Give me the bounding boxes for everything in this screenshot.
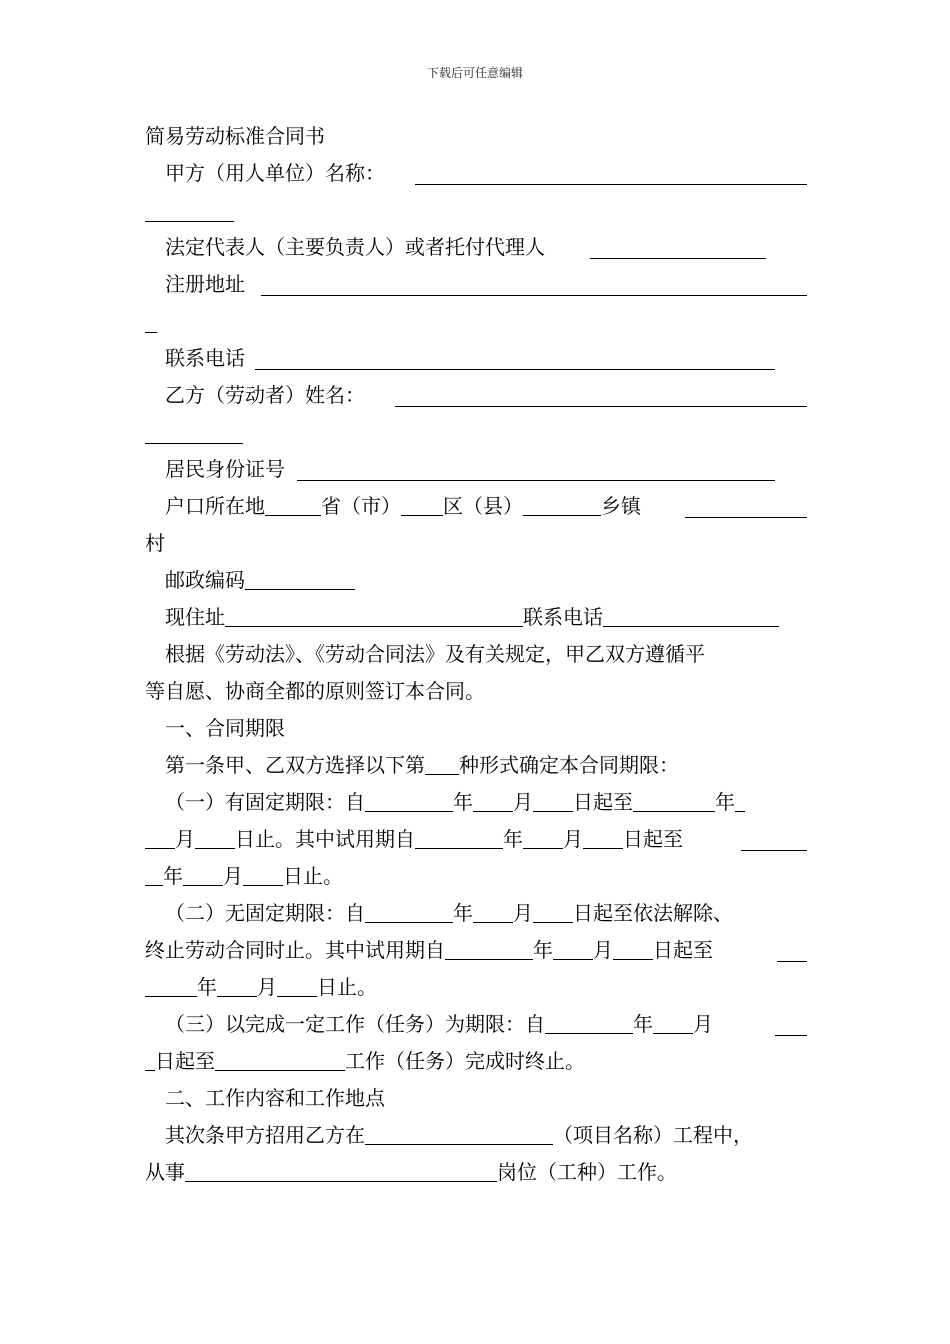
- article-2-text-b: （项目名称）工程中，: [553, 1123, 753, 1147]
- month-label: 月: [513, 790, 533, 814]
- contract-document: [145, 118, 807, 1191]
- postcode-line: [145, 562, 807, 599]
- option-1-trial-end-day-blank[interactable]: [243, 858, 283, 886]
- option-1-trial-start-year-blank[interactable]: [415, 821, 503, 849]
- hukou-district-label: 区（县）: [443, 494, 523, 518]
- legal-rep-line: [145, 229, 807, 266]
- option-2-line-2: [145, 932, 807, 969]
- option-1-trial-end-year-blank[interactable]: [741, 849, 807, 851]
- option-1-line-1: [145, 784, 807, 821]
- year-label: 年: [197, 975, 217, 999]
- party-b-name-blank[interactable]: [395, 405, 807, 407]
- reg-address-blank[interactable]: [261, 294, 807, 296]
- hukou-province-blank[interactable]: [265, 488, 321, 516]
- option-1-line-3: [145, 858, 807, 895]
- month-label: 月: [513, 901, 533, 925]
- option-3-line-1: [145, 1006, 807, 1043]
- hukou-town-label: 乡镇: [601, 494, 641, 518]
- section-2-title: 二、工作内容和工作地点: [165, 1086, 385, 1110]
- option-3-line-2: [145, 1043, 807, 1080]
- option-3-task-blank[interactable]: [215, 1043, 345, 1071]
- option-2-start-month-blank[interactable]: [473, 895, 513, 923]
- reg-address-label: 注册地址: [165, 272, 245, 296]
- month-label: 月: [693, 1012, 713, 1036]
- article-1-text-b: 种形式确定本合同期限：: [459, 753, 679, 777]
- option-3-from-to-label: 日起至: [155, 1049, 215, 1073]
- id-number-blank[interactable]: [297, 479, 775, 481]
- project-name-blank[interactable]: [365, 1117, 553, 1145]
- option-1-end-month-blank[interactable]: [735, 784, 745, 812]
- option-2-label: （二）无固定期限：自: [165, 901, 365, 925]
- option-1-trial-end-month-blank[interactable]: [183, 858, 223, 886]
- party-b-name-label: 乙方（劳动者）姓名：: [165, 383, 365, 407]
- phone-b-label: 联系电话: [523, 605, 603, 629]
- option-2-line-1: [145, 895, 807, 932]
- current-address-blank[interactable]: [225, 599, 523, 627]
- option-2-tail-label: 日起至依法解除、: [573, 901, 733, 925]
- day-end-label: 日止。: [283, 864, 343, 888]
- day-from-to-label: 日起至: [653, 938, 713, 962]
- article-1-text-a: 第一条甲、乙双方选择以下第: [165, 753, 425, 777]
- postcode-blank[interactable]: [245, 562, 355, 590]
- phone-a-blank[interactable]: [255, 368, 775, 370]
- reg-address-continuation: [145, 303, 807, 340]
- phone-a-line: [145, 340, 807, 377]
- reg-address-blank-cont[interactable]: [145, 331, 157, 333]
- year-label: 年: [633, 1012, 653, 1036]
- hukou-village-blank[interactable]: [685, 516, 807, 518]
- section-1-title: 一、合同期限: [165, 716, 285, 740]
- day-end-label: 日止。: [317, 975, 377, 999]
- month-label: 月: [257, 975, 277, 999]
- article-2-text-d: 岗位（工种）工作。: [497, 1160, 677, 1184]
- hukou-district-blank[interactable]: [401, 488, 443, 516]
- month-label: 月: [223, 864, 243, 888]
- party-a-name-blank[interactable]: [415, 183, 807, 185]
- day-from-to-label: 日起至: [573, 790, 633, 814]
- party-a-name-label: 甲方（用人单位）名称：: [165, 161, 385, 185]
- phone-a-label: 联系电话: [165, 346, 245, 370]
- article-1-option-blank[interactable]: [425, 747, 459, 775]
- option-1-start-year-blank[interactable]: [365, 784, 453, 812]
- year-label: 年: [715, 790, 735, 814]
- option-2-trial-start-year-blank[interactable]: [445, 932, 533, 960]
- option-1-end-year-blank[interactable]: [633, 784, 715, 812]
- option-1-label: （一）有固定期限：自: [165, 790, 365, 814]
- id-number-line: [145, 451, 807, 488]
- article-2-text-c: 从事: [145, 1160, 185, 1184]
- party-b-name-line: [145, 377, 807, 414]
- id-number-label: 居民身份证号: [165, 457, 285, 481]
- party-a-name-blank-cont[interactable]: [145, 220, 234, 222]
- article-2-line-1: [145, 1117, 807, 1154]
- article-1-line: [145, 747, 807, 784]
- year-label: 年: [533, 938, 553, 962]
- option-1-start-day-blank[interactable]: [533, 784, 573, 812]
- option-3-start-day-blank[interactable]: [775, 1034, 807, 1036]
- option-1-start-month-blank[interactable]: [473, 784, 513, 812]
- option-1-trial-start-month-blank[interactable]: [523, 821, 563, 849]
- option-1-line-2: [145, 821, 807, 858]
- reg-address-line: [145, 266, 807, 303]
- option-2-trial-label: 终止劳动合同时止。其中试用期自: [145, 938, 445, 962]
- month-label: 月: [563, 827, 583, 851]
- option-2-trial-end-day-blank[interactable]: [277, 969, 317, 997]
- hukou-town-blank[interactable]: [523, 488, 601, 516]
- option-3-start-month-blank[interactable]: [653, 1006, 693, 1034]
- document-title: 简易劳动标准合同书: [145, 124, 325, 148]
- party-a-name-line: [145, 155, 807, 192]
- option-1-end-day-blank[interactable]: [195, 821, 235, 849]
- day-from-to-label: 日起至: [623, 827, 683, 851]
- preamble-line-1: 根据《劳动法》、《劳动合同法》及有关规定，甲乙双方遵循平: [165, 642, 705, 666]
- option-2-trial-end-month-blank[interactable]: [217, 969, 257, 997]
- hukou-province-label: 省（市）: [321, 494, 401, 518]
- current-address-line: [145, 599, 807, 636]
- option-3-start-year-blank[interactable]: [545, 1006, 633, 1034]
- month-label: 月: [175, 827, 195, 851]
- year-label: 年: [453, 901, 473, 925]
- option-1-trial-end-year-blank-cont[interactable]: [145, 858, 163, 886]
- phone-b-blank[interactable]: [603, 599, 779, 627]
- year-label: 年: [453, 790, 473, 814]
- option-2-start-day-blank[interactable]: [533, 895, 573, 923]
- option-1-end-month-blank-cont[interactable]: [145, 821, 175, 849]
- option-1-trial-label: 日止。其中试用期自: [235, 827, 415, 851]
- month-label: 月: [593, 938, 613, 962]
- option-2-trial-start-day-blank[interactable]: [613, 932, 653, 960]
- preamble-line-2: 等自愿、协商全都的原则签订本合同。: [145, 679, 485, 703]
- option-2-trial-start-month-blank[interactable]: [553, 932, 593, 960]
- year-label: 年: [503, 827, 523, 851]
- hukou-line: [145, 488, 807, 525]
- option-1-trial-start-day-blank[interactable]: [583, 821, 623, 849]
- hukou-village-line: 村: [145, 531, 165, 555]
- party-b-name-continuation: [145, 414, 807, 451]
- option-3-tail-label: 工作（任务）完成时终止。: [345, 1049, 585, 1073]
- option-2-start-year-blank[interactable]: [365, 895, 453, 923]
- legal-rep-blank[interactable]: [590, 257, 766, 259]
- party-b-name-blank-cont[interactable]: [145, 442, 243, 444]
- article-2-text-a: 其次条甲方招用乙方在: [165, 1123, 365, 1147]
- option-3-label: （三）以完成一定工作（任务）为期限：自: [165, 1012, 545, 1036]
- option-2-trial-end-year-blank[interactable]: [777, 960, 807, 962]
- article-2-line-2: [145, 1154, 807, 1191]
- current-address-label: 现住址: [165, 605, 225, 629]
- year-label: 年: [163, 864, 183, 888]
- option-2-trial-end-year-blank-cont[interactable]: [145, 969, 197, 997]
- party-a-name-continuation: [145, 192, 807, 229]
- legal-rep-label: 法定代表人（主要负责人）或者托付代理人: [165, 235, 545, 259]
- option-3-start-day-blank-cont[interactable]: [145, 1043, 155, 1071]
- option-2-line-3: [145, 969, 807, 1006]
- postcode-label: 邮政编码: [165, 568, 245, 592]
- position-blank[interactable]: [185, 1154, 497, 1182]
- hukou-label: 户口所在地: [165, 494, 265, 518]
- page-header-note: 下载后可任意编辑: [426, 66, 523, 80]
